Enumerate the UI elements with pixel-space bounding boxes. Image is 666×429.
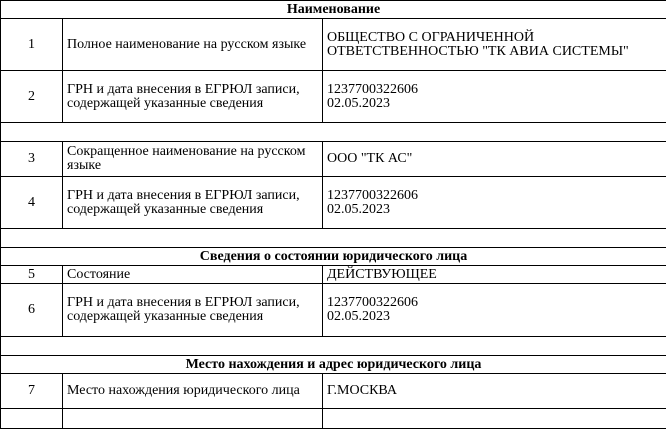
empty-cell bbox=[63, 409, 323, 429]
table-row bbox=[1, 142, 666, 177]
date-value: 02.05.2023 bbox=[327, 310, 662, 324]
row-value bbox=[323, 71, 666, 123]
row-number: 7 bbox=[1, 374, 63, 409]
row-label: ГРН и дата внесения в ЕГРЮЛ записи, содержащей указанные сведения bbox=[63, 284, 323, 337]
table-row bbox=[1, 284, 666, 337]
spacer-row bbox=[1, 229, 666, 248]
spacer-cell bbox=[1, 123, 666, 142]
row-label: Полное наименование на русском языке bbox=[63, 19, 323, 71]
section-header-row bbox=[1, 356, 666, 374]
spacer-cell bbox=[1, 229, 666, 248]
spacer-row bbox=[1, 337, 666, 356]
row-number: 4 bbox=[1, 177, 63, 229]
row-value: ОБЩЕСТВО С ОГРАНИЧЕННОЙ ОТВЕТСТВЕННОСТЬЮ "ТК АВИА СИСТЕМЫ" bbox=[323, 19, 666, 71]
empty-cell bbox=[1, 409, 63, 429]
row-label: ГРН и дата внесения в ЕГРЮЛ записи, содержащей указанные сведения bbox=[63, 177, 323, 229]
row-number: 1 bbox=[1, 19, 63, 71]
row-number: 3 bbox=[1, 142, 63, 177]
row-number: 2 bbox=[1, 71, 63, 123]
spacer-cell bbox=[1, 337, 666, 356]
row-label: ГРН и дата внесения в ЕГРЮЛ записи, содержащей указанные сведения bbox=[63, 71, 323, 123]
row-label: Сокращенное наименование на русском языке bbox=[63, 142, 323, 177]
section-header-row bbox=[1, 1, 666, 19]
table-row bbox=[1, 19, 666, 71]
row-label: Место нахождения юридического лица bbox=[63, 374, 323, 409]
grn-value: 1237700322606 bbox=[327, 83, 662, 97]
empty-cell bbox=[323, 409, 666, 429]
row-value: ООО "ТК АС" bbox=[323, 142, 666, 177]
row-value bbox=[323, 284, 666, 337]
row-value bbox=[323, 177, 666, 229]
section-header-row bbox=[1, 248, 666, 266]
date-value: 02.05.2023 bbox=[327, 97, 662, 111]
section-title-location: Место нахождения и адрес юридического лица bbox=[1, 356, 666, 374]
row-value: Г.МОСКВА bbox=[323, 374, 666, 409]
table-row-partial bbox=[1, 409, 666, 429]
section-title-status: Сведения о состоянии юридического лица bbox=[1, 248, 666, 266]
section-title-name: Наименование bbox=[1, 1, 666, 19]
table-row bbox=[1, 266, 666, 284]
date-value: 02.05.2023 bbox=[327, 203, 662, 217]
spacer-row bbox=[1, 123, 666, 142]
table-row bbox=[1, 177, 666, 229]
row-number: 5 bbox=[1, 266, 63, 284]
grn-value: 1237700322606 bbox=[327, 189, 662, 203]
row-label: Состояние bbox=[63, 266, 323, 284]
table-row bbox=[1, 374, 666, 409]
table-row bbox=[1, 71, 666, 123]
row-value: ДЕЙСТВУЮЩЕЕ bbox=[323, 266, 666, 284]
grn-value: 1237700322606 bbox=[327, 296, 662, 310]
row-number: 6 bbox=[1, 284, 63, 337]
